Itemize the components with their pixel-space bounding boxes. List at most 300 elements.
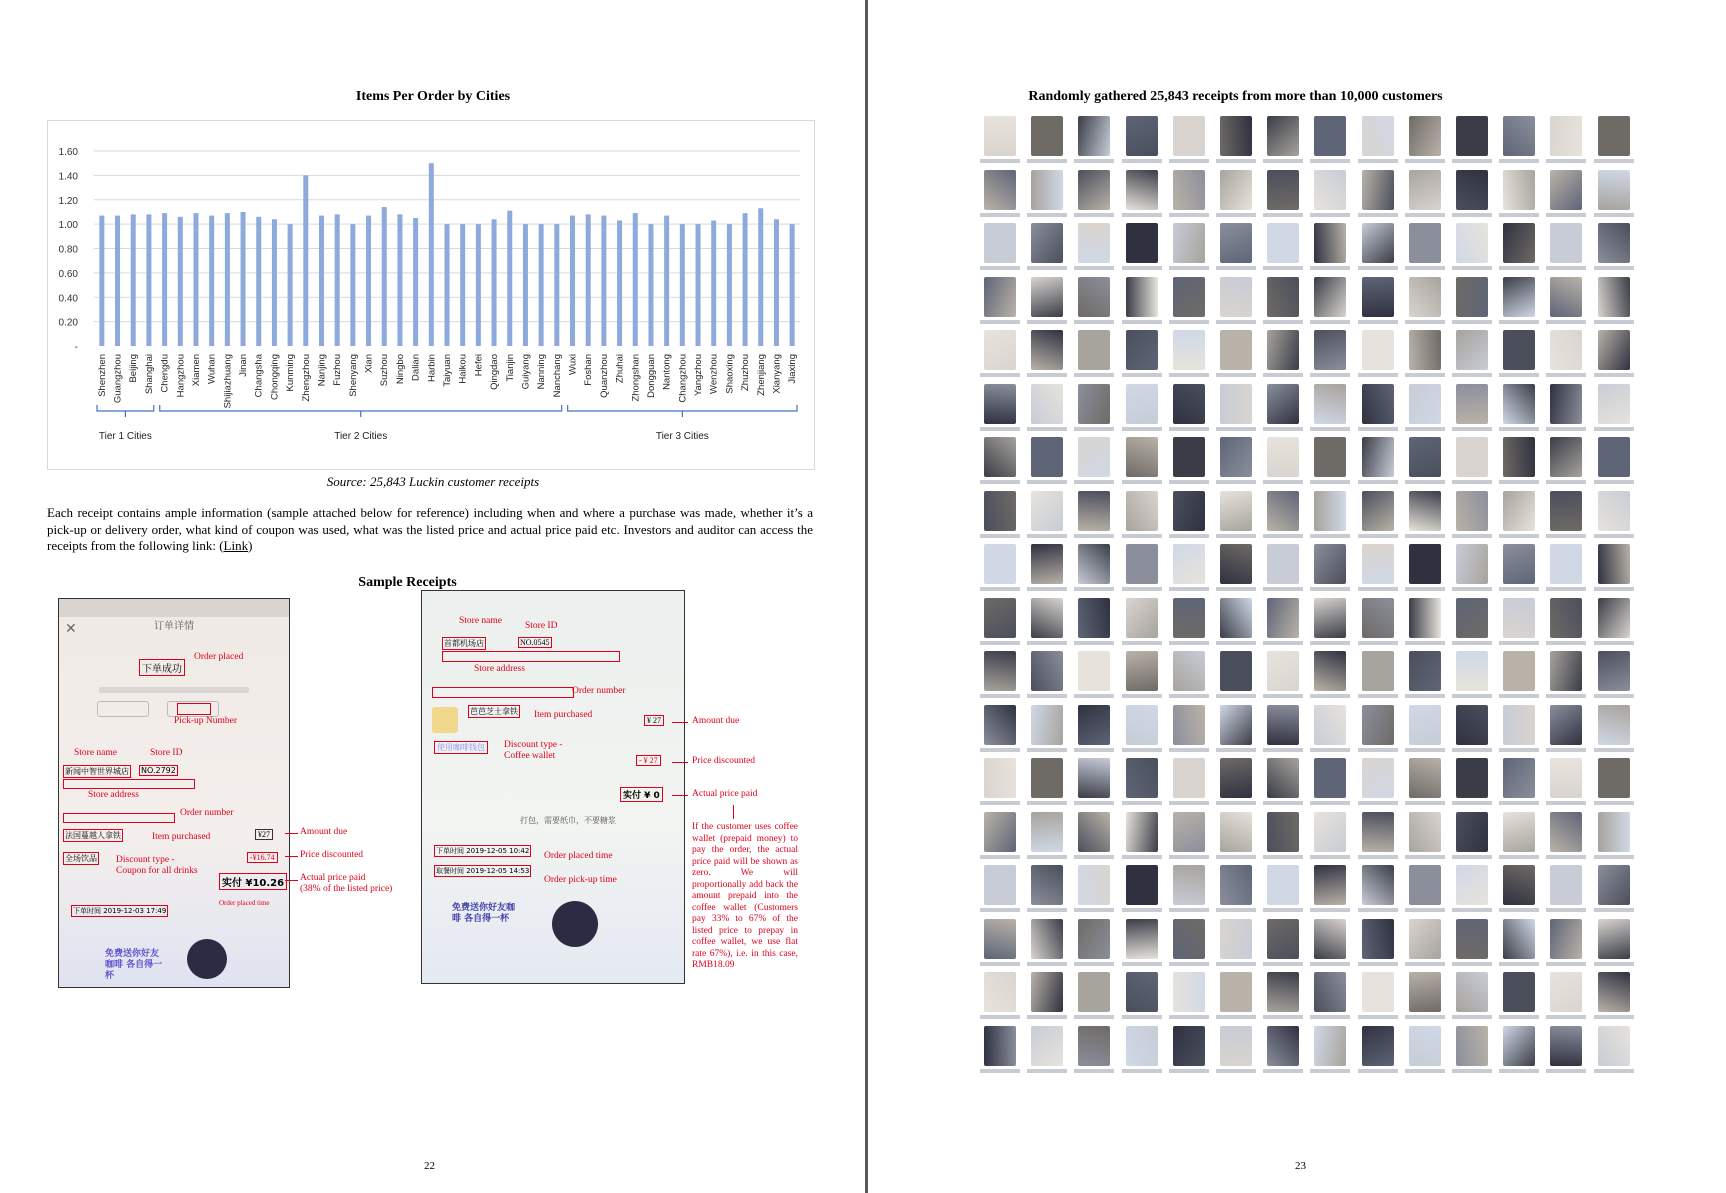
r1-order-placed-time-label: Order placed time [219, 899, 270, 907]
thumbnail-filename [1027, 480, 1067, 484]
receipt-thumbnail [1122, 972, 1162, 1023]
thumbnail-image [1362, 223, 1394, 263]
thumbnail-image [1550, 116, 1582, 156]
bar [146, 214, 151, 346]
bar [539, 224, 544, 346]
thumbnail-filename [1594, 427, 1634, 431]
thumbnail-image [1503, 705, 1535, 745]
receipt-thumbnail [1358, 330, 1398, 381]
status-bar [59, 599, 289, 617]
thumbnail-image [1362, 651, 1394, 691]
thumbnail-image [1267, 491, 1299, 531]
r2-arrow-amount-due [672, 722, 688, 723]
receipt-thumbnail [1499, 437, 1539, 488]
thumbnail-filename [1594, 641, 1634, 645]
thumbnail-image [984, 1026, 1016, 1066]
bar [335, 214, 340, 346]
thumbnail-image [1126, 491, 1158, 531]
receipt-thumbnail [1594, 865, 1634, 916]
thumbnail-filename [1358, 855, 1398, 859]
thumbnail-image [1031, 116, 1063, 156]
receipt-thumbnail [1452, 384, 1492, 435]
receipt-thumbnail [1122, 116, 1162, 167]
thumbnail-image [1503, 758, 1535, 798]
receipt-thumbnail [1546, 598, 1586, 649]
r2-label-discount-type-2: Coffee wallet [504, 751, 556, 761]
thumbnail-image [1031, 1026, 1063, 1066]
thumbnail-filename [1122, 320, 1162, 324]
thumbnail-filename [1546, 587, 1586, 591]
thumbnail-filename [1405, 587, 1445, 591]
receipt-thumbnail [1074, 170, 1114, 221]
thumbnail-filename [1216, 908, 1256, 912]
bar [507, 211, 512, 346]
receipt-thumbnail [1452, 223, 1492, 274]
source-caption: Source: 25,843 Luckin customer receipts [326, 474, 540, 489]
thumbnail-filename [1546, 266, 1586, 270]
receipt-thumbnail [980, 170, 1020, 221]
thumbnail-image [1031, 598, 1063, 638]
r2-product-thumbnail [432, 707, 458, 733]
thumbnail-image [1267, 170, 1299, 210]
bar [743, 213, 748, 346]
thumbnail-image [1267, 330, 1299, 370]
thumbnail-filename [1263, 641, 1303, 645]
thumbnail-image [1409, 330, 1441, 370]
receipt-thumbnail [1169, 116, 1209, 167]
thumbnail-image [1126, 705, 1158, 745]
receipt-thumbnail [1452, 812, 1492, 863]
thumbnail-filename [1452, 855, 1492, 859]
receipt-thumbnail [1074, 812, 1114, 863]
label-order-placed: Order placed [194, 652, 244, 662]
receipt-thumbnail [1405, 544, 1445, 595]
thumbnail-image [1503, 812, 1535, 852]
thumbnail-image [1456, 384, 1488, 424]
bar [225, 213, 230, 346]
receipt-thumbnail [980, 1026, 1020, 1077]
thumbnail-image [984, 705, 1016, 745]
thumbnail-filename [1452, 213, 1492, 217]
receipt-thumbnail [1358, 705, 1398, 756]
thumbnail-filename [1358, 1015, 1398, 1019]
thumbnail-filename [1122, 855, 1162, 859]
receipt-thumbnail [1263, 384, 1303, 435]
thumbnail-filename [1074, 748, 1114, 752]
thumbnail-filename [1216, 159, 1256, 163]
thumbnail-filename [1594, 480, 1634, 484]
thumbnail-filename [1169, 480, 1209, 484]
thumbnail-filename [1216, 480, 1256, 484]
thumbnail-image [1078, 1026, 1110, 1066]
receipt-thumbnail [1169, 384, 1209, 435]
receipt-thumbnail [1546, 384, 1586, 435]
receipt-thumbnail [1216, 223, 1256, 274]
receipt-thumbnail [1405, 865, 1445, 916]
thumbnail-image [1598, 384, 1630, 424]
thumbnail-image [1078, 116, 1110, 156]
thumbnail-image [1078, 705, 1110, 745]
thumbnail-image [984, 116, 1016, 156]
thumbnail-image [1220, 758, 1252, 798]
thumbnail-image [1078, 491, 1110, 531]
thumbnail-image [1031, 758, 1063, 798]
thumbnail-image [1031, 919, 1063, 959]
receipt-thumbnail [1499, 705, 1539, 756]
receipt-thumbnail [1263, 330, 1303, 381]
receipt-thumbnail [1074, 919, 1114, 970]
receipt-thumbnail [1216, 972, 1256, 1023]
thumbnail-filename [1452, 480, 1492, 484]
thumbnail-image [1078, 544, 1110, 584]
receipt-thumbnail [1074, 651, 1114, 702]
thumbnail-image [1362, 972, 1394, 1012]
thumbnail-image [1173, 277, 1205, 317]
x-tick-label: Shenyang [347, 354, 359, 397]
x-tick-label: Nanchang [551, 354, 563, 398]
thumbnail-filename [1310, 587, 1350, 591]
thumbnail-image [1362, 758, 1394, 798]
thumbnail-filename [1122, 641, 1162, 645]
receipt-thumbnail [1263, 277, 1303, 328]
receipt-thumbnail [1169, 705, 1209, 756]
receipt-thumbnail [1216, 598, 1256, 649]
thumbnail-image [1031, 170, 1063, 210]
receipt-thumbnail [1452, 330, 1492, 381]
thumbnail-filename [980, 534, 1020, 538]
receipts-link[interactable]: Link [223, 538, 249, 553]
label-store-id: Store ID [150, 748, 183, 758]
thumbnail-filename [1122, 427, 1162, 431]
thumbnail-image [1173, 116, 1205, 156]
receipt-thumbnail [1499, 384, 1539, 435]
thumbnail-image [1220, 651, 1252, 691]
thumbnail-image [1314, 705, 1346, 745]
thumbnail-image [1503, 651, 1535, 691]
thumbnail-filename [1405, 1015, 1445, 1019]
receipt-thumbnail [1074, 705, 1114, 756]
receipt-thumbnail [1405, 384, 1445, 435]
r2-arrow-actual-price [672, 795, 688, 796]
thumbnail-image [1362, 170, 1394, 210]
bar [523, 224, 528, 346]
thumbnail-filename [1122, 266, 1162, 270]
receipt-thumbnail [1499, 170, 1539, 221]
thumbnail-image [1314, 223, 1346, 263]
receipt-thumbnail [980, 330, 1020, 381]
r2-discount-type-value: 使用咖啡钱包 [434, 741, 488, 754]
receipt-thumbnail [1594, 384, 1634, 435]
x-tick-label: Wuxi [567, 354, 579, 375]
thumbnail-filename [1216, 1015, 1256, 1019]
r2-label-actual-price: Actual price paid [692, 789, 758, 799]
thumbnail-image [1409, 865, 1441, 905]
thumbnail-image [1267, 598, 1299, 638]
thumbnail-image [1220, 812, 1252, 852]
bar [288, 224, 293, 346]
receipt-thumbnail [1499, 919, 1539, 970]
thumbnail-filename [1310, 534, 1350, 538]
r2-label-store-address: Store address [474, 664, 525, 674]
thumbnail-filename [1594, 587, 1634, 591]
thumbnail-filename [1594, 855, 1634, 859]
thumbnail-image [1550, 491, 1582, 531]
receipt-thumbnail [1310, 437, 1350, 488]
thumbnail-filename [1358, 694, 1398, 698]
thumbnail-filename [1452, 748, 1492, 752]
receipt-thumbnail [1122, 705, 1162, 756]
label-discount-type: Discount type - [116, 855, 175, 865]
thumbnail-image [1267, 437, 1299, 477]
thumbnail-filename [1169, 694, 1209, 698]
thumbnail-image [1598, 116, 1630, 156]
receipt-thumbnail [1027, 758, 1067, 809]
thumbnail-image [1503, 277, 1535, 317]
thumbnail-filename [1263, 266, 1303, 270]
thumbnail-image [1031, 812, 1063, 852]
thumbnail-filename [1594, 213, 1634, 217]
thumbnail-filename [1358, 480, 1398, 484]
thumbnail-filename [1452, 1069, 1492, 1073]
thumbnail-image [1598, 651, 1630, 691]
thumbnail-image [1078, 651, 1110, 691]
x-tick-label: Tianjin [504, 354, 516, 382]
x-tick-label: Quanzhou [598, 354, 610, 398]
thumbnail-filename [980, 213, 1020, 217]
thumbnail-image [1362, 544, 1394, 584]
thumbnail-filename [980, 801, 1020, 805]
receipt-thumbnail [1169, 330, 1209, 381]
x-tick-label: Haikou [457, 354, 469, 384]
thumbnail-filename [1027, 159, 1067, 163]
thumbnail-image [1456, 705, 1488, 745]
receipt-thumbnail [1358, 919, 1398, 970]
receipt-thumbnail [1499, 812, 1539, 863]
discount-type-value: 全场饮品 [65, 854, 97, 863]
thumbnail-filename [1169, 855, 1209, 859]
thumbnail-image [1126, 116, 1158, 156]
receipt-thumbnail [1405, 491, 1445, 542]
thumbnail-filename [980, 480, 1020, 484]
bar [162, 213, 167, 346]
x-tick-label: Zhuhai [614, 354, 626, 384]
receipt-thumbnail [1546, 277, 1586, 328]
receipt-thumbnail [1169, 758, 1209, 809]
thumbnail-image [1362, 491, 1394, 531]
receipt-thumbnail [1358, 384, 1398, 435]
thumbnail-filename [1027, 320, 1067, 324]
receipt-thumbnail [1499, 651, 1539, 702]
thumbnail-image [1456, 170, 1488, 210]
thumbnail-image [1409, 277, 1441, 317]
receipt-thumbnail [1452, 544, 1492, 595]
receipt-thumbnail [1263, 437, 1303, 488]
receipt-thumbnail [1405, 277, 1445, 328]
thumbnail-image [1078, 972, 1110, 1012]
receipt-thumbnail [980, 651, 1020, 702]
thumbnail-filename [1074, 159, 1114, 163]
store-address-box [63, 779, 195, 789]
thumbnail-image [1409, 651, 1441, 691]
receipt-thumbnail [1594, 705, 1634, 756]
thumbnail-filename [1405, 748, 1445, 752]
thumbnail-image [1078, 598, 1110, 638]
thumbnail-image [984, 544, 1016, 584]
receipt-thumbnail [1122, 437, 1162, 488]
thumbnail-image [1503, 116, 1535, 156]
thumbnail-filename [1405, 480, 1445, 484]
thumbnail-image [1173, 972, 1205, 1012]
receipt-thumbnail [1216, 491, 1256, 542]
receipt-thumbnail [1405, 972, 1445, 1023]
thumbnail-image [1456, 1026, 1488, 1066]
receipt-thumbnail [1122, 758, 1162, 809]
receipt-thumbnail [1027, 865, 1067, 916]
thumbnail-filename [1122, 373, 1162, 377]
thumbnail-image [1456, 116, 1488, 156]
page-number-right: 23 [1295, 1160, 1306, 1172]
thumbnail-image [1126, 330, 1158, 370]
x-tick-label: Suzhou [379, 354, 391, 387]
receipt-thumbnail [1263, 1026, 1303, 1077]
receipt-thumbnail [1405, 705, 1445, 756]
receipt-thumbnail [1310, 330, 1350, 381]
thumbnail-image [1409, 116, 1441, 156]
order-number-box [63, 813, 175, 823]
thumbnail-image [1173, 651, 1205, 691]
thumbnail-image [1314, 330, 1346, 370]
thumbnail-image [1173, 491, 1205, 531]
r2-store-name-value: 首都机场店 [444, 639, 484, 648]
r2-discount-value: - ¥ 27 [636, 755, 661, 766]
receipt-thumbnail [1310, 705, 1350, 756]
receipt-thumbnail [1310, 1026, 1350, 1077]
thumbnail-filename [1074, 855, 1114, 859]
receipt-thumbnail [1169, 277, 1209, 328]
thumbnail-filename [1027, 373, 1067, 377]
arrow-actual-price [285, 880, 298, 881]
receipt-thumbnail [1027, 437, 1067, 488]
receipt-thumbnail [1169, 812, 1209, 863]
receipt-thumbnail [1263, 758, 1303, 809]
thumbnail-image [1456, 544, 1488, 584]
r2-ambassador-photo [552, 901, 598, 947]
group-label: Tier 2 Cities [334, 431, 388, 442]
thumbnail-image [1362, 812, 1394, 852]
thumbnail-filename [1074, 213, 1114, 217]
thumbnail-filename [1546, 373, 1586, 377]
thumbnail-filename [1594, 1069, 1634, 1073]
receipt-thumbnail [1310, 170, 1350, 221]
thumbnail-filename [1310, 694, 1350, 698]
receipt-thumbnail [1122, 865, 1162, 916]
receipt-thumbnail [980, 758, 1020, 809]
x-tick-label: Xianyang [771, 354, 783, 394]
receipt-thumbnail [1122, 598, 1162, 649]
receipt-thumbnail [1594, 277, 1634, 328]
bar [193, 213, 198, 346]
thumbnail-filename [1169, 908, 1209, 912]
thumbnail-image [1220, 277, 1252, 317]
thumbnail-image [1503, 865, 1535, 905]
x-tick-label: Guangzhou [112, 354, 124, 404]
thumbnail-filename [1310, 320, 1350, 324]
thumbnail-image [1409, 972, 1441, 1012]
thumbnail-filename [1027, 587, 1067, 591]
bar [131, 214, 136, 346]
receipt-thumbnail [1074, 491, 1114, 542]
thumbnail-filename [1358, 320, 1398, 324]
receipt-thumbnail [1594, 651, 1634, 702]
thumbnail-filename [1499, 1069, 1539, 1073]
thumbnail-filename [1074, 427, 1114, 431]
thumbnail-image [1362, 330, 1394, 370]
button-placeholder-1 [97, 701, 149, 717]
receipt-thumbnail [1358, 1026, 1398, 1077]
thumbnail-image [1078, 919, 1110, 959]
receipt-thumbnail [1027, 170, 1067, 221]
receipt-thumbnail [1594, 170, 1634, 221]
thumbnail-filename [1594, 266, 1634, 270]
thumbnail-image [1126, 972, 1158, 1012]
thumbnail-filename [1169, 159, 1209, 163]
thumbnail-image [1173, 330, 1205, 370]
receipt-thumbnail [1546, 116, 1586, 167]
y-tick-label: 0.60 [58, 268, 78, 280]
thumbnail-filename [1310, 159, 1350, 163]
receipt-thumbnail [1358, 223, 1398, 274]
thumbnail-filename [1027, 855, 1067, 859]
thumbnail-filename [1169, 962, 1209, 966]
bar [99, 216, 104, 346]
receipt-thumbnail [1358, 116, 1398, 167]
bar [617, 220, 622, 346]
thumbnail-image [1314, 598, 1346, 638]
thumbnail-filename [1263, 908, 1303, 912]
thumbnail-image [1314, 1026, 1346, 1066]
label-order-number: Order number [180, 808, 234, 818]
thumbnail-image [1409, 758, 1441, 798]
thumbnail-filename [1263, 587, 1303, 591]
thumbnail-image [1550, 651, 1582, 691]
thumbnail-filename [1263, 801, 1303, 805]
receipt-thumbnail [1452, 491, 1492, 542]
thumbnail-filename [1594, 908, 1634, 912]
thumbnail-image [984, 812, 1016, 852]
x-tick-label: Changsha [253, 354, 265, 398]
receipt-thumbnail [1310, 277, 1350, 328]
thumbnail-filename [1452, 373, 1492, 377]
receipt-thumbnail [1405, 651, 1445, 702]
receipt-thumbnail [1027, 598, 1067, 649]
label-actual-price: Actual price paid [300, 873, 366, 883]
y-tick-label: 0.40 [58, 293, 78, 305]
thumbnail-image [1220, 437, 1252, 477]
thumbnail-filename [1499, 320, 1539, 324]
thumbnail-filename [1263, 213, 1303, 217]
thumbnail-image [1267, 651, 1299, 691]
thumbnail-image [1126, 598, 1158, 638]
bar [350, 224, 355, 346]
receipt-thumbnail [1263, 170, 1303, 221]
thumbnail-image [1220, 1026, 1252, 1066]
thumbnail-filename [1452, 908, 1492, 912]
y-tick-label: 1.60 [58, 147, 78, 158]
receipt-thumbnail [1216, 277, 1256, 328]
thumbnail-image [1267, 972, 1299, 1012]
r2-amount-value: ¥ 27 [644, 715, 664, 726]
receipt-thumbnail [1452, 919, 1492, 970]
